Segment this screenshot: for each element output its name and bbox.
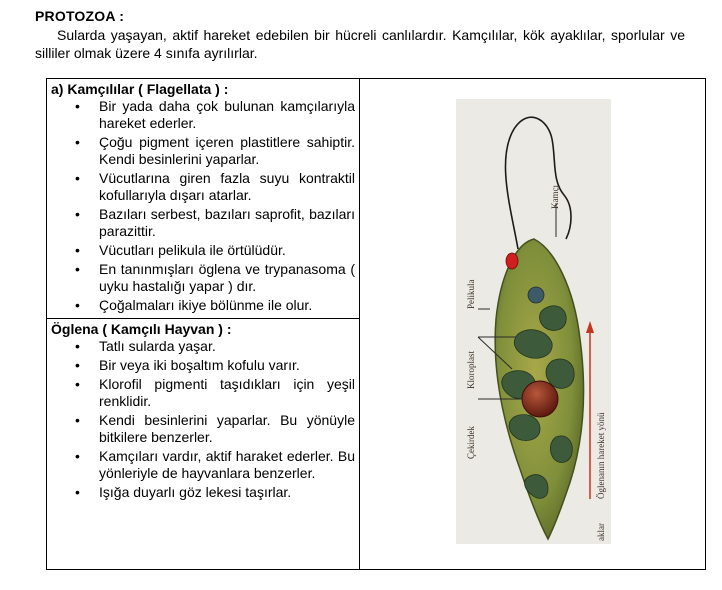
list-item: • Çoğalmaları ikiye bölünme ile olur. [99, 297, 355, 314]
label-pelikula: Pelikula [466, 279, 476, 309]
label-cekirdek: Çekirdek [466, 426, 476, 459]
list-item: • En tanınmışları öglena ve trypanasoma ( uyku hastalığı yapar ) dır. [99, 261, 355, 295]
list-item: • Bazıları serbest, bazıları saprofit, bazıları parazittir. [99, 206, 355, 240]
list-item: • Bir veya iki boşaltım kofulu varır. [99, 357, 355, 374]
flagellata-list [51, 98, 355, 314]
page-title: PROTOZOA : [35, 8, 125, 24]
list-item: • Kamçıları vardır, aktif haraket ederler. Bu yönleriyle de hayvanlara benzerler. [99, 448, 355, 482]
content-table [46, 78, 706, 570]
euglena-illustration [456, 99, 611, 544]
euglena-heading: Öglena ( Kamçılı Hayvan ) : [51, 321, 232, 337]
euglena-section [47, 319, 359, 501]
euglena-drawing [456, 99, 611, 544]
label-kamci: Kamçı [550, 185, 560, 209]
nucleus [522, 381, 558, 417]
image-column [360, 79, 706, 570]
label-direction: Öglenanın hareket yönü [596, 412, 606, 499]
list-item: • Vücutlarına giren fazla suyu kontraktil kofullarıyla dışarı atarlar. [99, 170, 355, 204]
list-item: • Bir yada daha çok bulunan kamçılarıyla hareket ederler. [99, 98, 355, 132]
label-kloroplast: Kloroplast [466, 351, 476, 389]
direction-arrow [586, 321, 594, 499]
list-item: • Vücutları pelikula ile örtülüdür. [99, 242, 355, 259]
intro-paragraph [35, 26, 685, 62]
list-item: • Tatlı sularda yaşar. [99, 338, 355, 355]
list-item: • Işığa duyarlı göz lekesi taşırlar. [99, 484, 355, 501]
eyespot [506, 253, 518, 269]
list-item: • Kendi besinlerini yaparlar. Bu yönüyle bitkilere benzerler. [99, 412, 355, 446]
list-item: • Çoğu pigment içeren plastitlere sahiptir. Kendi besinlerini yaparlar. [99, 134, 355, 168]
intro-text: Sularda yaşayan, aktif hareket edebilen bir hücreli canlılardır. Kamçılılar, kök ayaklılar, sporlular ve silliler olmak üzere 4 sınıfa ayrılırlar. [35, 27, 685, 61]
flagellata-section [47, 79, 359, 319]
label-bottom: aklar [596, 523, 606, 541]
flagellata-heading: a) Kamçılılar ( Flagellata ) : [51, 81, 229, 97]
flagellum [505, 117, 571, 249]
contractile-vacuole [528, 287, 544, 303]
euglena-list [51, 338, 355, 501]
text-column [47, 79, 360, 570]
list-item: • Klorofil pigmenti taşıdıkları için yeşil renklidir. [99, 376, 355, 410]
